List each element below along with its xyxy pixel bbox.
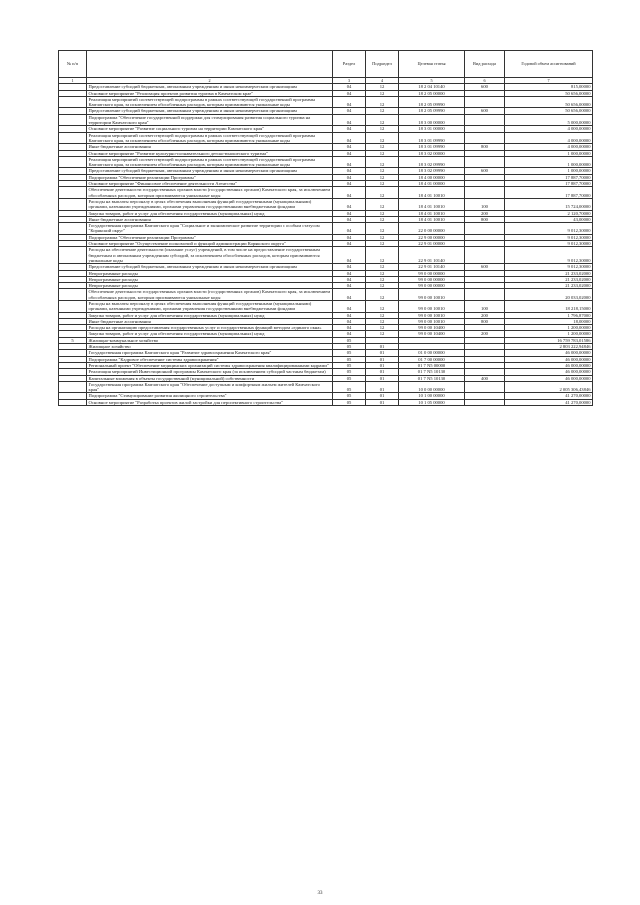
- cell-razdel: 04: [333, 325, 366, 331]
- cell-num: [59, 198, 87, 210]
- cell-csr: 18 3 01 00000: [399, 126, 465, 132]
- cell-num: [59, 156, 87, 168]
- cell-name: Подпрограмма "Кадровое обеспечение системы здравоохранения": [87, 356, 333, 362]
- cell-razdel: 04: [333, 96, 366, 108]
- cell-amount: 9 012,30000: [505, 234, 593, 240]
- cell-razdel: 04: [333, 289, 366, 301]
- cell-vr: [465, 96, 505, 108]
- cell-csr: 99 0 00 10010: [399, 289, 465, 301]
- header-num: № п/п: [59, 51, 87, 78]
- cell-name: Расходы на выплаты персоналу в целях обеспечения выполнения функций государственными (муниципальными) органами, казенными учреждениями, органами управления государственными внебюджетными фондами: [87, 300, 333, 312]
- cell-name: Иные бюджетные ассигнования: [87, 144, 333, 150]
- cell-razdel: 04: [333, 264, 366, 270]
- cell-vr: [465, 247, 505, 264]
- cell-name: Государственная программа Камчатского края "Обеспечение доступным и комфортным жильем жителей Камчатского края": [87, 381, 333, 393]
- cell-amount: 46 000,00000: [505, 362, 593, 368]
- cell-podrazdel: 12: [366, 223, 399, 235]
- cell-csr: 01 7 00 00000: [399, 356, 465, 362]
- cell-amount: 46 000,00000: [505, 369, 593, 375]
- cell-razdel: 04: [333, 114, 366, 126]
- cell-razdel: 05: [333, 350, 366, 356]
- cell-razdel: 05: [333, 375, 366, 381]
- cell-name: Обеспечение деятельности государственных органов власти (государственных органов) Камчатского края, за исключением обособленных расходов, которым присваиваются уникальные коды: [87, 187, 333, 199]
- cell-num: [59, 399, 87, 405]
- cell-podrazdel: 01: [366, 393, 399, 399]
- cell-amount: 21 233,02000: [505, 276, 593, 282]
- table-row: [59, 187, 593, 199]
- cell-name: Основное мероприятие "Развитие культурно-познавательного детско-юношеского туризма": [87, 150, 333, 156]
- cell-csr: 99 0 00 10400: [399, 331, 465, 337]
- cell-vr: 800: [465, 144, 505, 150]
- cell-razdel: 04: [333, 108, 366, 114]
- cell-name: Государственная программа Камчатского края "Социальное и экономическое развитие территории с особым статусом "Корякский округ": [87, 223, 333, 235]
- cell-num: 5: [59, 337, 87, 343]
- cell-razdel: 04: [333, 150, 366, 156]
- cell-csr: 10 1 00 00000: [399, 393, 465, 399]
- col-number: 2: [87, 78, 333, 84]
- cell-razdel: 04: [333, 241, 366, 247]
- cell-amount: 1 000,00000: [505, 150, 593, 156]
- cell-amount: 2 803 222,94846: [505, 344, 593, 350]
- cell-num: [59, 132, 87, 144]
- cell-razdel: 05: [333, 356, 366, 362]
- cell-podrazdel: 12: [366, 198, 399, 210]
- cell-name: Реализация мероприятий соответствующей подпрограммы в рамках соответствующей государственной программы Камчатского края, за исключением обособленных расходов, которым присваиваются уникальные коды: [87, 156, 333, 168]
- cell-razdel: 04: [333, 84, 366, 90]
- cell-amount: 18,00000: [505, 318, 593, 324]
- cell-amount: 17 887,70000: [505, 181, 593, 187]
- cell-podrazdel: 12: [366, 247, 399, 264]
- cell-podrazdel: 12: [366, 318, 399, 324]
- cell-num: [59, 247, 87, 264]
- header-razdel: Раздел: [333, 51, 366, 78]
- cell-name: Предоставление субсидий бюджетным, автономным учреждениям и иным некоммерческим организациям: [87, 108, 333, 114]
- cell-name: Реализация мероприятий Инвестиционной программы Камчатского края (за исключением субсидий частным бюджетам): [87, 369, 333, 375]
- cell-name: Основное мероприятие "Финансовое обеспечение деятельности Агентства": [87, 181, 333, 187]
- cell-amount: 43,00000: [505, 216, 593, 222]
- cell-podrazdel: 12: [366, 289, 399, 301]
- cell-name: Реализация мероприятий соответствующей подпрограммы в рамках соответствующей государственной программы Камчатского края, за исключением обособленных расходов, которым присваиваются уникальные коды: [87, 132, 333, 144]
- cell-razdel: 04: [333, 156, 366, 168]
- cell-csr: 99 0 00 00000: [399, 270, 465, 276]
- table-row: [59, 399, 593, 405]
- cell-razdel: 04: [333, 174, 366, 180]
- cell-vr: 100: [465, 198, 505, 210]
- cell-podrazdel: 12: [366, 156, 399, 168]
- cell-podrazdel: 01: [366, 369, 399, 375]
- cell-podrazdel: 12: [366, 325, 399, 331]
- cell-amount: 5 000,00000: [505, 114, 593, 126]
- cell-vr: 200: [465, 312, 505, 318]
- table-row: [59, 132, 593, 144]
- cell-vr: 400: [465, 375, 505, 381]
- table-row: [59, 247, 593, 264]
- cell-amount: 41 270,00000: [505, 399, 593, 405]
- cell-podrazdel: 12: [366, 150, 399, 156]
- cell-name: Предоставление субсидий бюджетным, автономным учреждениям и иным некоммерческим организациям: [87, 84, 333, 90]
- table-row: [59, 198, 593, 210]
- cell-amount: 46 000,00000: [505, 375, 593, 381]
- cell-razdel: 04: [333, 216, 366, 222]
- cell-vr: [465, 132, 505, 144]
- cell-amount: 9 012,30000: [505, 247, 593, 264]
- cell-amount: 50 656,00000: [505, 108, 593, 114]
- cell-amount: 41 270,00000: [505, 393, 593, 399]
- cell-amount: 1 000,00000: [505, 156, 593, 168]
- cell-name: Государственная программа Камчатского края "Развитие здравоохранения Камчатского края": [87, 350, 333, 356]
- cell-amount: 18 218,15000: [505, 300, 593, 312]
- cell-podrazdel: 12: [366, 270, 399, 276]
- cell-amount: 1 200,00000: [505, 331, 593, 337]
- col-number: 1: [59, 78, 87, 84]
- cell-podrazdel: 01: [366, 381, 399, 393]
- cell-name: Иные бюджетные ассигнования: [87, 216, 333, 222]
- header-podrazdel: Подраздел: [366, 51, 399, 78]
- table-header-row: [59, 51, 593, 78]
- cell-vr: [465, 223, 505, 235]
- cell-podrazdel: 12: [366, 174, 399, 180]
- cell-razdel: 05: [333, 381, 366, 393]
- cell-razdel: 05: [333, 393, 366, 399]
- cell-name: Непрограммные расходы: [87, 270, 333, 276]
- cell-razdel: 04: [333, 132, 366, 144]
- cell-name: Подпрограмма "Обеспечение государственной поддержки для стимулирования развития социального туризма на территории Камчатского края": [87, 114, 333, 126]
- cell-csr: 99 0 00 10010: [399, 312, 465, 318]
- cell-podrazdel: 12: [366, 283, 399, 289]
- cell-name: Основное мероприятие "Осуществление полномочий и функций администрации Корякского округа": [87, 241, 333, 247]
- cell-podrazdel: 12: [366, 108, 399, 114]
- cell-name: Расходы на выплаты персоналу в целях обеспечения выполнения функций государственными (муниципальными) органами, казенными учреждениями, органами управления государственными внебюджетными фондами: [87, 198, 333, 210]
- cell-csr: 01 7 N5 00000: [399, 362, 465, 368]
- cell-razdel: 05: [333, 369, 366, 375]
- cell-razdel: 04: [333, 234, 366, 240]
- cell-csr: 18 2 05 09990: [399, 96, 465, 108]
- cell-csr: 18 4 01 10010: [399, 216, 465, 222]
- cell-podrazdel: 01: [366, 356, 399, 362]
- cell-razdel: 04: [333, 198, 366, 210]
- cell-name: Жилищно-коммунальное хозяйство: [87, 337, 333, 343]
- cell-vr: 600: [465, 264, 505, 270]
- cell-razdel: 04: [333, 276, 366, 282]
- table-row: [59, 223, 593, 235]
- cell-num: [59, 96, 87, 108]
- table-row: [59, 289, 593, 301]
- cell-name: Подпрограмма "Стимулирование развития жилищного строительства": [87, 393, 333, 399]
- cell-vr: [465, 399, 505, 405]
- cell-csr: 01 0 00 00000: [399, 350, 465, 356]
- cell-vr: [465, 289, 505, 301]
- cell-podrazdel: 01: [366, 375, 399, 381]
- cell-amount: 2 005 306,43846: [505, 381, 593, 393]
- cell-podrazdel: 12: [366, 210, 399, 216]
- cell-name: Закупка товаров, работ и услуг для обеспечения государственных (муниципальных) нужд: [87, 210, 333, 216]
- cell-csr: 18 3 02 00000: [399, 150, 465, 156]
- cell-podrazdel: 01: [366, 399, 399, 405]
- cell-amount: 50 656,00000: [505, 96, 593, 108]
- cell-csr: 18 4 01 10010: [399, 198, 465, 210]
- cell-name: Региональный проект "Обеспечение медицинских организаций системы здравоохранения квалифицированными кадрами": [87, 362, 333, 368]
- cell-amount: 2 120,70000: [505, 210, 593, 216]
- header-vr: Вид расхода: [465, 51, 505, 78]
- header-name: [87, 51, 333, 78]
- cell-vr: 200: [465, 331, 505, 337]
- cell-name: Предоставление субсидий бюджетным, автономным учреждениям и иным некоммерческим организациям: [87, 264, 333, 270]
- cell-amount: 46 000,00000: [505, 356, 593, 362]
- cell-csr: 18 4 01 00000: [399, 181, 465, 187]
- cell-razdel: 04: [333, 126, 366, 132]
- table-row: [59, 96, 593, 108]
- cell-csr: 01 7 N5 10130: [399, 369, 465, 375]
- cell-csr: 18 3 02 09990: [399, 156, 465, 168]
- cell-amount: 815,00000: [505, 84, 593, 90]
- cell-csr: 18 2 04 10140: [399, 84, 465, 90]
- cell-podrazdel: 12: [366, 241, 399, 247]
- col-number: 5: [399, 78, 465, 84]
- cell-amount: 1 796,87000: [505, 312, 593, 318]
- cell-csr: 18 2 05 09990: [399, 108, 465, 114]
- cell-razdel: 04: [333, 144, 366, 150]
- cell-name: Закупка товаров, работ и услуг для обеспечения государственных (муниципальных) нужд: [87, 312, 333, 318]
- cell-podrazdel: 12: [366, 114, 399, 126]
- table-row: [59, 114, 593, 126]
- cell-csr: 22 9 00 00000: [399, 234, 465, 240]
- cell-csr: 99 0 00 00000: [399, 283, 465, 289]
- cell-vr: 100: [465, 300, 505, 312]
- cell-vr: [465, 114, 505, 126]
- cell-amount: 50 656,00000: [505, 90, 593, 96]
- cell-csr: 10 1 05 00000: [399, 399, 465, 405]
- cell-csr: 18 4 01 10010: [399, 210, 465, 216]
- cell-amount: 9 012,30000: [505, 241, 593, 247]
- cell-amount: 1 000,00000: [505, 168, 593, 174]
- cell-name: Предоставление субсидий бюджетным, автономным учреждениям и иным некоммерческим организациям: [87, 168, 333, 174]
- header-amount: Годовой объем ассигнований: [505, 51, 593, 78]
- cell-amount: 15 724,00000: [505, 198, 593, 210]
- cell-vr: 800: [465, 216, 505, 222]
- cell-name: Подпрограмма "Обеспечение реализации Программы": [87, 234, 333, 240]
- cell-vr: [465, 187, 505, 199]
- cell-podrazdel: 12: [366, 96, 399, 108]
- cell-podrazdel: 12: [366, 144, 399, 150]
- cell-csr: 22 9 01 00000: [399, 241, 465, 247]
- cell-razdel: 04: [333, 283, 366, 289]
- cell-csr: 18 3 01 09990: [399, 132, 465, 144]
- cell-podrazdel: 12: [366, 132, 399, 144]
- cell-name: Основное мероприятие "Реализация проектов развития туризма в Камчатском крае": [87, 90, 333, 96]
- table-body: [59, 84, 593, 406]
- cell-name: Непрограммные расходы: [87, 283, 333, 289]
- cell-razdel: 04: [333, 181, 366, 187]
- cell-amount: 9 012,30000: [505, 264, 593, 270]
- cell-vr: 600: [465, 84, 505, 90]
- cell-podrazdel: 12: [366, 312, 399, 318]
- col-number: 6: [465, 78, 505, 84]
- cell-name: Иные бюджетные ассигнования: [87, 318, 333, 324]
- cell-podrazdel: 12: [366, 264, 399, 270]
- cell-podrazdel: 12: [366, 90, 399, 96]
- cell-vr: 800: [465, 318, 505, 324]
- table-row: [59, 300, 593, 312]
- cell-podrazdel: 12: [366, 181, 399, 187]
- cell-csr: 22 9 01 10140: [399, 247, 465, 264]
- cell-razdel: 05: [333, 362, 366, 368]
- cell-amount: 46 000,00000: [505, 350, 593, 356]
- cell-csr: 18 2 05 00000: [399, 90, 465, 96]
- cell-razdel: 05: [333, 344, 366, 350]
- col-number: 3: [333, 78, 366, 84]
- cell-podrazdel: 12: [366, 168, 399, 174]
- cell-name: Реализация мероприятий соответствующей подпрограммы в рамках соответствующей государственной программы Камчатского края, за исключением обособленных расходов, которым присваиваются уникальные коды: [87, 96, 333, 108]
- cell-name: Жилищное хозяйство: [87, 344, 333, 350]
- cell-podrazdel: 12: [366, 84, 399, 90]
- cell-csr: 99 0 00 00000: [399, 276, 465, 282]
- cell-podrazdel: 12: [366, 126, 399, 132]
- table-row: [59, 156, 593, 168]
- cell-vr: [465, 156, 505, 168]
- cell-razdel: 04: [333, 210, 366, 216]
- cell-razdel: 04: [333, 331, 366, 337]
- cell-name: Обеспечение деятельности государственных органов власти (государственных органов) Камчатского края, за исключением обособленных расходов, которым присваиваются уникальные коды: [87, 289, 333, 301]
- cell-amount: 21 233,02000: [505, 270, 593, 276]
- cell-name: Расходы на организацию предоставления государственных услуг и государственных функций методом «единого окна»: [87, 325, 333, 331]
- col-number: 4: [366, 78, 399, 84]
- cell-amount: 21 233,02000: [505, 283, 593, 289]
- cell-razdel: 04: [333, 318, 366, 324]
- cell-name: Закупка товаров, работ и услуг для обеспечения государственных (муниципальных) нужд: [87, 331, 333, 337]
- cell-podrazdel: 12: [366, 300, 399, 312]
- cell-name: Расходы на обеспечение деятельности (оказание услуг) учреждений, в том числе на предоставление государственным бюджетным и автономным учреждениям субсидий, за исключением обособленных расходов, которым присваиваются уникальные коды: [87, 247, 333, 264]
- cell-num: [59, 300, 87, 312]
- cell-csr: 99 0 00 10400: [399, 325, 465, 331]
- header-csr: Целевая статья: [399, 51, 465, 78]
- cell-num: [59, 381, 87, 393]
- cell-csr: 18 4 00 00000: [399, 174, 465, 180]
- cell-name: Капитальные вложения в объекты государственной (муниципальной) собственности: [87, 375, 333, 381]
- cell-razdel: 05: [333, 337, 366, 343]
- cell-razdel: 04: [333, 300, 366, 312]
- cell-amount: 9 012,30000: [505, 223, 593, 235]
- cell-podrazdel: 01: [366, 350, 399, 356]
- cell-name: Подпрограмма "Обеспечение реализации Программы": [87, 174, 333, 180]
- cell-razdel: 04: [333, 247, 366, 264]
- cell-csr: 18 3 01 09990: [399, 144, 465, 150]
- cell-amount: 17 887,70000: [505, 187, 593, 199]
- cell-name: Основное мероприятие "Развитие социального туризма на территории Камчатского края": [87, 126, 333, 132]
- cell-amount: 4 000,00000: [505, 132, 593, 144]
- cell-podrazdel: 12: [366, 234, 399, 240]
- cell-csr: 10 0 00 00000: [399, 381, 465, 393]
- cell-csr: 18 3 00 00000: [399, 114, 465, 126]
- cell-amount: 16 759 783,01586: [505, 337, 593, 343]
- cell-razdel: 04: [333, 312, 366, 318]
- document-page: [58, 50, 592, 406]
- cell-razdel: 04: [333, 168, 366, 174]
- table-row: [59, 381, 593, 393]
- cell-csr: 01 7 N5 10130: [399, 375, 465, 381]
- cell-razdel: 04: [333, 187, 366, 199]
- cell-num: [59, 187, 87, 199]
- cell-amount: 4 000,00000: [505, 126, 593, 132]
- cell-amount: 17 887,70000: [505, 174, 593, 180]
- cell-podrazdel: 12: [366, 276, 399, 282]
- cell-amount: 1 200,00000: [505, 325, 593, 331]
- cell-razdel: 04: [333, 223, 366, 235]
- cell-num: [59, 114, 87, 126]
- cell-name: Непрограммные расходы: [87, 276, 333, 282]
- cell-amount: 20 033,02000: [505, 289, 593, 301]
- cell-csr: 18 4 01 10010: [399, 187, 465, 199]
- cell-csr: 99 0 00 10010: [399, 318, 465, 324]
- cell-vr: 600: [465, 168, 505, 174]
- cell-csr: 22 0 00 00000: [399, 223, 465, 235]
- cell-csr: 22 9 01 10140: [399, 264, 465, 270]
- cell-amount: 4 000,00000: [505, 144, 593, 150]
- cell-podrazdel: 01: [366, 344, 399, 350]
- cell-csr: 18 3 02 09990: [399, 168, 465, 174]
- budget-table: [58, 50, 593, 406]
- col-number: 7: [505, 78, 593, 84]
- cell-podrazdel: 12: [366, 216, 399, 222]
- cell-vr: 200: [465, 210, 505, 216]
- cell-podrazdel: 01: [366, 362, 399, 368]
- cell-podrazdel: 12: [366, 331, 399, 337]
- cell-razdel: 04: [333, 270, 366, 276]
- cell-vr: [465, 381, 505, 393]
- cell-razdel: 05: [333, 399, 366, 405]
- cell-csr: 99 0 00 10010: [399, 300, 465, 312]
- cell-name: Основное мероприятие "Разработка проектов жилой застройки для перспективного строительства": [87, 399, 333, 405]
- cell-num: [59, 289, 87, 301]
- page-number: 33: [317, 891, 323, 896]
- cell-num: [59, 223, 87, 235]
- cell-vr: 600: [465, 108, 505, 114]
- cell-podrazdel: 12: [366, 187, 399, 199]
- cell-razdel: 04: [333, 90, 366, 96]
